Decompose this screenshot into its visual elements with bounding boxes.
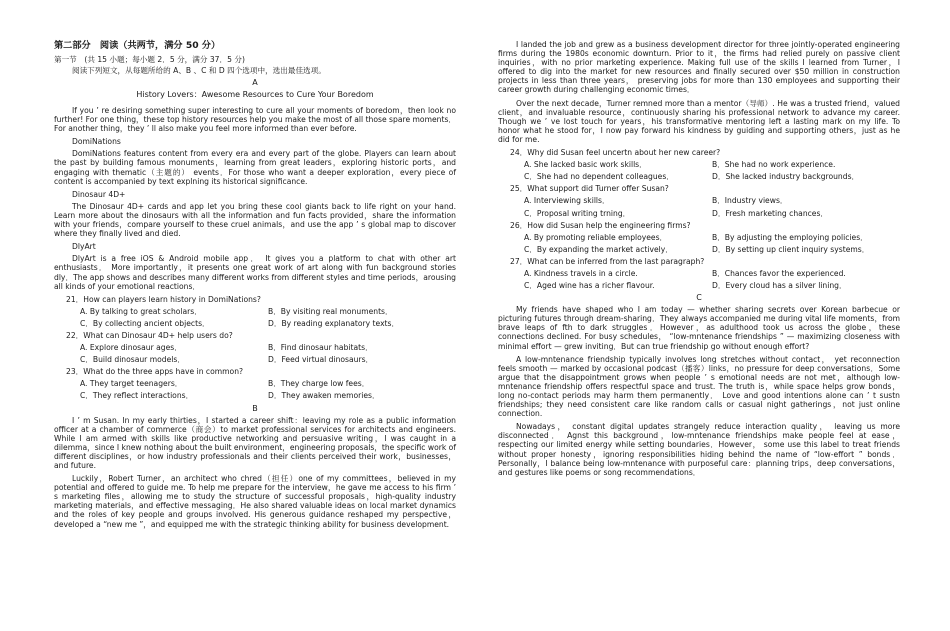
passage-b-paragraph-3: I landed the job and grew as a business development director for three jointly-operated engineering firms during the 1980s economic downturn. Prior to it，the firms had relied purely on passive client inquiries，with no prior marketing experience. Making full use of the skills I learned from Turner，I offered to dig into the market for new resources and finally secured over $50 million in construction projects in less than three years， preserving jobs for more than 130 employees and supporting their career growth during challenging economic times．: [498, 40, 900, 95]
passage-b-paragraph-4: Over the next decade，Turner remned more than a mentor（导师）. He was a trusted friend，valued client，and invaluable resource，continuously sharing his professional network to advance my career. Though we ’ ve lost touch for years，his transformative mentoring left a lasting mark on my life. To honor what he stood for，I now pay forward his kindness by guiding and supporting others，just as he did for me.: [498, 98, 900, 144]
question-23-options: [80, 379, 456, 400]
question-27: 27．What can be inferred from the last paragraph?: [510, 256, 705, 266]
option-a: A. They target teenagers．: [80, 379, 183, 389]
passage-a-letter: A: [252, 78, 258, 87]
option-c: C．Proposal writing trning．: [524, 208, 631, 218]
option-d: D．They awaken memories．: [268, 391, 380, 401]
option-b: B．Chances favor the experienced.: [712, 268, 846, 278]
option-a: A. Kindness travels in a circle.: [524, 268, 638, 278]
option-c: C．Build dinosaur models．: [80, 355, 185, 365]
option-b: B．By adjusting the employing policies．: [712, 232, 868, 242]
option-d: D．She lacked industry backgrounds．: [712, 172, 860, 182]
option-c: C．They reflect interactions．: [80, 391, 194, 401]
passage-a-heading-dinosaur: Dinosaur 4D+: [72, 189, 126, 199]
question-23: 23．What do the three apps have in common?: [66, 367, 244, 377]
question-25: 25．What support did Turner offer Susan?: [510, 184, 669, 194]
question-21: 21．How can players learn history in DomiNations?: [66, 294, 261, 304]
passage-a-paragraph-dominations: DomiNations features content from every era and every part of the globe. Players can learn about the past by building famous monuments，learning from great leaders，exploring historic ports，and engaging with thematic（主题的） events．For those who want a deeper exploration，every piece of content is accompanied by text explning its historical significance.: [54, 149, 456, 186]
question-24: 24．Why did Susan feel uncertn about her new career?: [510, 148, 721, 158]
passage-b-letter: B: [252, 403, 258, 413]
option-b: B．Industry views．: [712, 196, 788, 206]
option-c: C．She had no dependent colleagues．: [524, 172, 674, 182]
option-c: C．By collecting ancient objects．: [80, 318, 210, 328]
option-a: A. Explore dinosaur ages．: [80, 343, 182, 353]
instruction: 阅读下列短文，从每题所给的 A、B 、C 和 D 四个选项中，选出最佳选项。: [72, 66, 326, 75]
option-b: B．Find dinosaur habitats．: [268, 343, 373, 353]
passage-a-title: History Lovers：Awesome Resources to Cure Your Boredom: [136, 90, 374, 99]
question-26: 26．How did Susan help the engineering firms?: [510, 220, 691, 230]
option-c: C．By expanding the market actively．: [524, 244, 673, 254]
option-d: D．Fresh marketing chances．: [712, 208, 829, 218]
option-a: A. By talking to great scholars．: [80, 306, 202, 316]
question-22: 22．What can Dinosaur 4D+ help users do?: [66, 330, 233, 340]
passage-b-paragraph-2: Luckily，Robert Turner，an architect who chred（担任）one of my committees，believed in my potential and offered to guide me. To help me prepare for the interview，he gave me access to his firm ’ s marketing files，allowing me to study the structure of successful proposals，high-quality industry marketing materials，and effective messaging．He also shared valuable ideas on local market dynamics and the roles of key people and groups involved. His generous guidance reshaped my perspective，developed a “new me ”，and equipped me with the strategic thinking ability for business development.: [54, 474, 456, 529]
passage-a-heading-dlyart: DlyArt: [72, 242, 96, 252]
left-column: [54, 40, 456, 533]
option-d: D．Every cloud has a silver lining．: [712, 281, 847, 291]
option-d: D．Feed virtual dinosaurs．: [268, 355, 374, 365]
option-b: B．She had no work experience.: [712, 160, 836, 170]
option-b: B．By visiting real monuments．: [268, 306, 393, 316]
section-subtitle: 第一节 (共 15 小题；每小题 2．5 分，满分 37．5 分): [54, 55, 245, 64]
question-21-options: [80, 307, 456, 328]
option-a: A. She lacked basic work skills．: [524, 160, 647, 170]
right-column: [498, 40, 900, 481]
passage-c-paragraph-1: My friends have shaped who I am today — whether sharing secrets over Korean barbecue or picturing futures through dream-sharing．They always accompanied me during vital life moments，from brave leaps of fth to dark struggles．However，as adulthood took us across the globe，these connections declined. For busy schedules， “low-mntenance friendships ” — maximizing closeness with minimal effort — grew inviting．But can true friendship go without enough effort?: [498, 305, 900, 351]
passage-c-paragraph-2: A low-mntenance friendship typically involves long stretches without contact， yet reconnection feels smooth — marked by occasional podcast（播客）links，no pressure for deep conversations．Some argue that the disappointment grows when people ’ s emotional needs are not met，although low- mntenance friendship offers respectful space and trust. The truth is，while space helps grow bonds，long no-contact periods may harm them permanently． Love and good intentions alone can ’ t sustn friendships; they need consistent care like random calls or casual night gatherings，not just online connection.: [498, 354, 900, 419]
option-a: A. By promoting reliable employees．: [524, 232, 668, 242]
question-24-options: [524, 160, 900, 181]
option-d: D．By setting up client inquiry systems．: [712, 244, 870, 254]
question-22-options: [80, 343, 456, 364]
option-a: A. Interviewing skills．: [524, 196, 610, 206]
passage-a-paragraph-dlyart: DlyArt is a free iOS & Android mobile app． It gives you a platform to chat with other art enthusiasts． More importantly，it presents one great work of art along with fun background stories dly．The app shows and describes many different works from different styles and time periods，arousing all kinds of your emotional reactions．: [54, 254, 456, 291]
passage-a-paragraph-dinosaur: The Dinosaur 4D+ cards and app let you bring these cool giants back to life right on your hand. Learn more about the dinosaurs with all the information and fun facts provided，share the information with your friends，compare yourself to these cruel animals，and use the app ’ s global map to discover where they finally lived and died.: [54, 201, 456, 239]
passage-c-letter: C: [696, 293, 702, 303]
passage-a-intro: If you ’ re desiring something super interesting to cure all your moments of boredom，then look no further! For one thing，these top history resources help you make the most of all those spare moments．For another thing，they ’ ll also make you feel more informed than ever before.: [54, 106, 456, 134]
passage-c-paragraph-3: Nowadays， constant digital updates strangely reduce interaction quality， leaving us more disconnected． Agnst this background，low-mntenance friendships make people feel at ease，respecting our limited energy while setting boundaries．However， some use this label to treat friends without proper honesty，ignoring responsibilities hiding behind the name of “low-effort ” bonds．Personally，I balance being low-mntenance with purposeful care：planning trips，deep conversations，and gestures like poems or song recommendations．: [498, 422, 900, 477]
option-c: C．Aged wine has a richer flavour.: [524, 281, 655, 291]
question-26-options: [524, 233, 900, 254]
question-25-options: [524, 196, 900, 217]
option-b: B．They charge low fees．: [268, 379, 370, 389]
section-title: 第二部分 阅读（共两节，满分 50 分）: [54, 40, 221, 51]
question-27-options: [524, 269, 900, 290]
passage-a-heading-dominations: DomiNations: [72, 137, 121, 147]
passage-b-paragraph-1: I ’ m Susan. In my early thirties，I started a career shift：leaving my role as a public information officer at a chamber of commerce（商会）to market professional services for architects and engineers. While I am armed with skills like productive networking and persuasive writing，I was caught in a dilemma，since I knew nothing about the built environment，engineering proposals，the specific work of different disciplines，or how industry professionals and their clients perceived their work，businesses，and future.: [54, 415, 456, 470]
option-d: D．By reading explanatory texts．: [268, 318, 400, 328]
